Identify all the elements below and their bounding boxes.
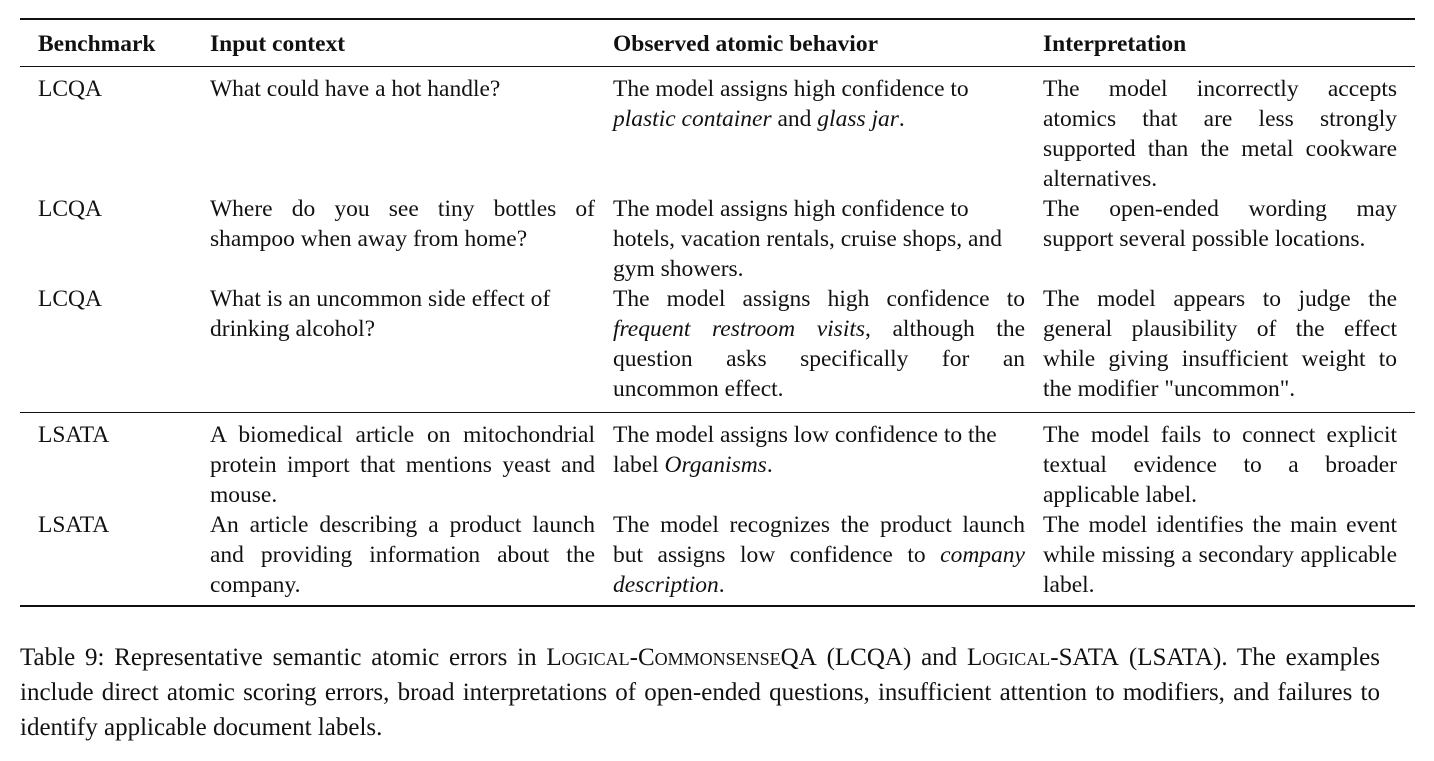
emphasized-text: frequent restroom visits bbox=[613, 316, 866, 342]
text-segment: . bbox=[898, 106, 905, 132]
lsata-group bbox=[20, 413, 1415, 607]
text-segment: , although the question asks specifically for an uncommon effect. bbox=[613, 316, 1026, 402]
text-segment: The model assigns high confidence to bbox=[613, 76, 969, 102]
cell-input: What is an uncommon side effect of drinking alcohol? bbox=[210, 286, 551, 342]
cell-input: A biomedical article on mitochondrial protein import that mentions yeast and mouse. bbox=[210, 422, 595, 508]
emphasized-text: company description bbox=[613, 542, 1025, 598]
cell-input: What could have a hot handle? bbox=[210, 76, 501, 102]
cell-benchmark: LSATA bbox=[38, 422, 110, 448]
caption-dataset-sata: Logical-SATA bbox=[966, 644, 1120, 671]
header-input-context: Input context bbox=[210, 31, 346, 57]
caption-dataset-commonsenseqa: Logical-CommonsenseQA bbox=[546, 644, 817, 671]
text-segment: The model assigns low confidence to the label bbox=[613, 422, 997, 478]
text-segment: and bbox=[771, 106, 818, 132]
caption-text-before: Representative semantic atomic errors in bbox=[104, 644, 547, 671]
cell-interpretation: The model appears to judge the general plausibility of the effect while giving insufficient weight to the modifier "uncommon". bbox=[1043, 286, 1397, 402]
table-container bbox=[20, 18, 1415, 607]
caption-label: Table 9: bbox=[20, 644, 105, 671]
emphasized-text: glass jar bbox=[817, 106, 899, 132]
cell-behavior bbox=[613, 194, 1043, 284]
text-segment: The model assigns high confidence to hotels, vacation rentals, cruise shops, and gym showers. bbox=[613, 196, 1002, 282]
table-row bbox=[20, 284, 1415, 413]
table-row bbox=[20, 510, 1415, 606]
cell-benchmark: LSATA bbox=[38, 512, 110, 538]
cell-behavior bbox=[613, 284, 1043, 413]
table-header-row bbox=[20, 19, 1415, 67]
cell-interpretation: The model identifies the main event while missing a secondary applicable label. bbox=[1043, 512, 1397, 598]
cell-interpretation: The model fails to connect explicit textual evidence to a broader applicable label. bbox=[1043, 422, 1397, 508]
table-row bbox=[20, 413, 1415, 511]
cell-input: An article describing a product launch and providing information about the company. bbox=[210, 512, 595, 598]
lcqa-group bbox=[20, 67, 1415, 413]
table-caption bbox=[20, 640, 1380, 745]
caption-abbr-lcqa: (LCQA) and bbox=[816, 644, 967, 671]
text-segment: The model recognizes the product launch but assigns low confidence to bbox=[613, 512, 1025, 568]
table-row bbox=[20, 67, 1415, 195]
cell-behavior bbox=[613, 510, 1043, 606]
text-segment: The model assigns high confidence to bbox=[613, 286, 1025, 312]
text-segment: . bbox=[766, 452, 773, 478]
cell-behavior bbox=[613, 413, 1043, 511]
header-observed-behavior: Observed atomic behavior bbox=[613, 31, 878, 57]
results-table bbox=[20, 18, 1415, 607]
cell-input: Where do you see tiny bottles of shampoo when away from home? bbox=[210, 196, 595, 252]
table-row bbox=[20, 194, 1415, 284]
cell-interpretation: The model incorrectly accepts atomics that are less strongly supported than the metal cookware alternatives. bbox=[1043, 76, 1397, 192]
caption-text-after: (LSATA). The examples include direct atomic scoring errors, broad interpretations of open-ended questions, insufficient attention to modifiers, and failures to identify applicable document labels. bbox=[20, 644, 1380, 741]
header-benchmark: Benchmark bbox=[38, 31, 156, 57]
cell-behavior bbox=[613, 67, 1043, 195]
cell-interpretation: The open-ended wording may support several possible locations. bbox=[1043, 196, 1397, 252]
header-interpretation: Interpretation bbox=[1043, 31, 1187, 57]
emphasized-text: Organisms bbox=[664, 452, 767, 478]
text-segment: . bbox=[718, 572, 725, 598]
cell-benchmark: LCQA bbox=[38, 286, 102, 312]
cell-benchmark: LCQA bbox=[38, 196, 102, 222]
emphasized-text: plastic container bbox=[613, 106, 772, 132]
cell-benchmark: LCQA bbox=[38, 76, 102, 102]
